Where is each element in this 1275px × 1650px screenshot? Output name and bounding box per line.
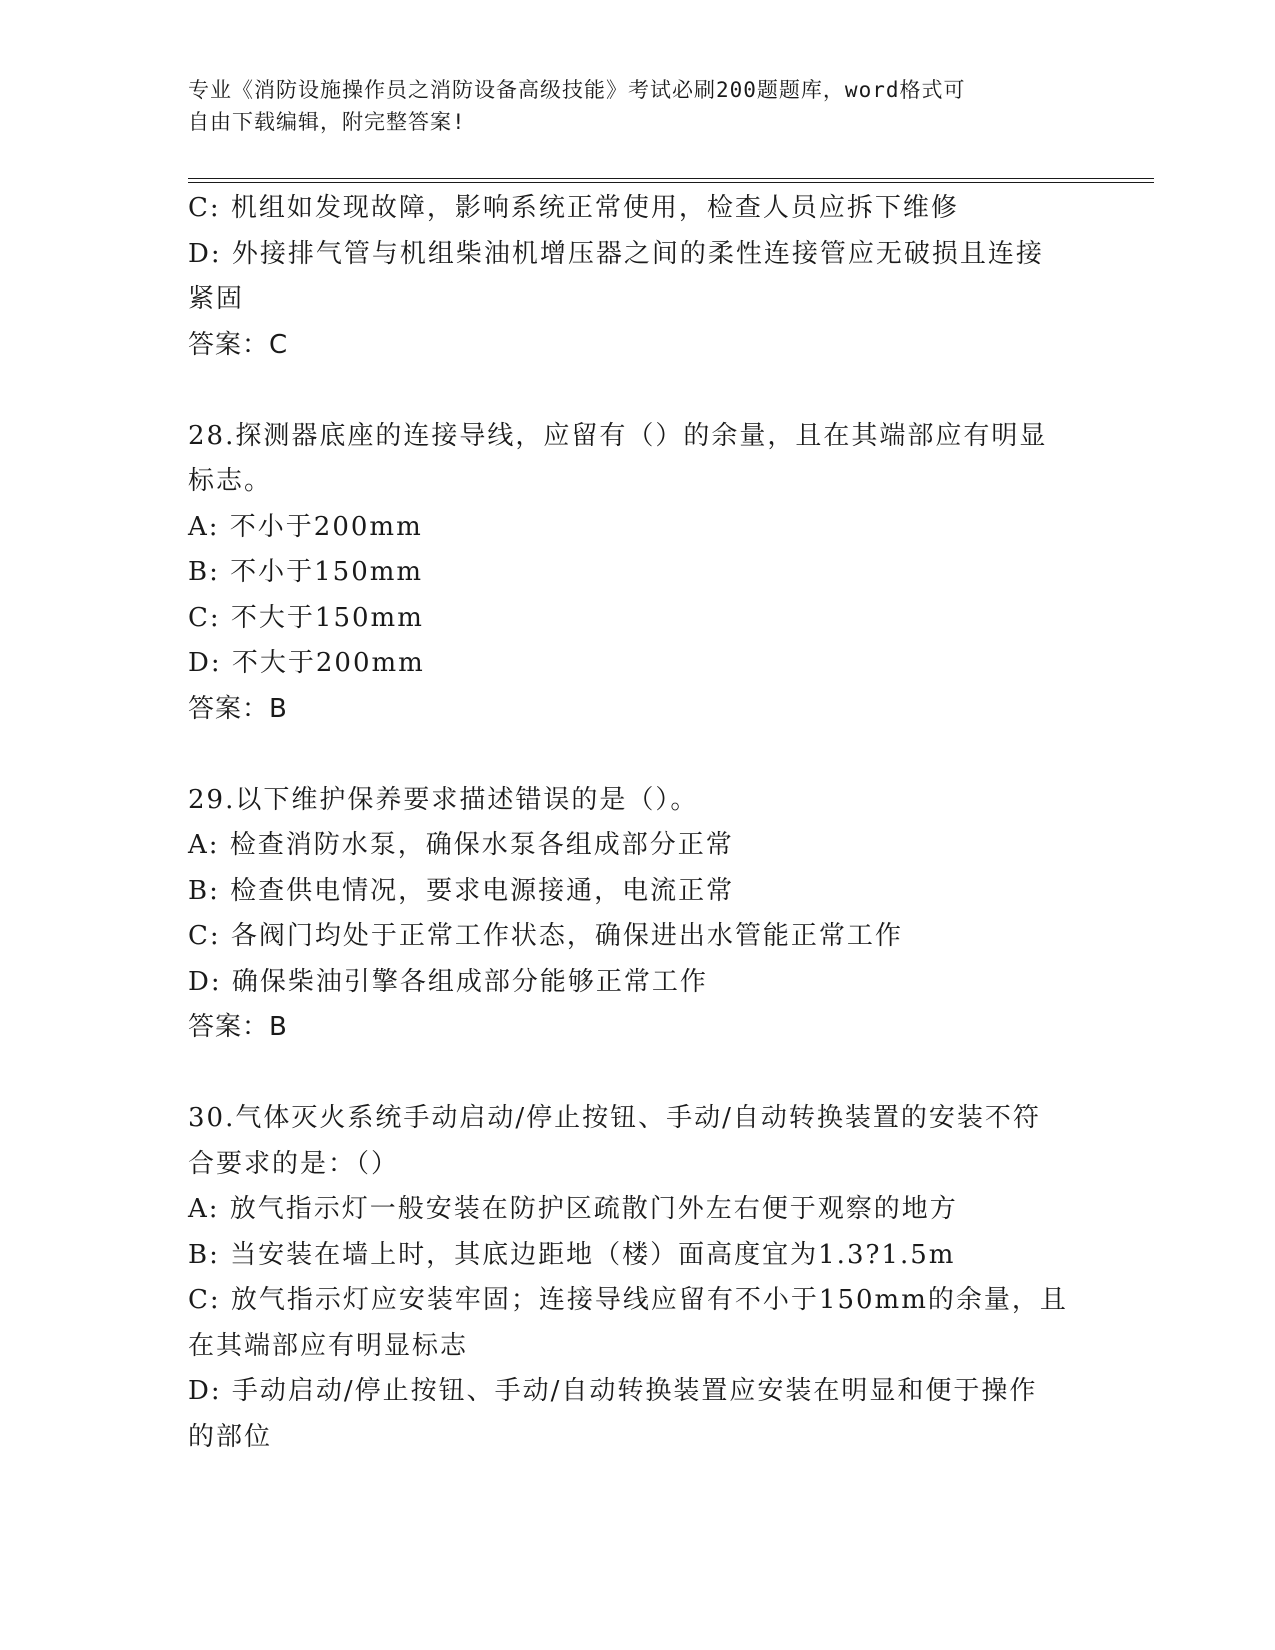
q30-option-b: B: 当安装在墙上时，其底边距地（楼）面高度宜为1.3?1.5m	[188, 1239, 956, 1270]
q28-option-d: D: 不大于200mm	[188, 648, 425, 678]
q28-option-a: A: 不小于200mm	[188, 511, 423, 542]
header-title-line-1: 专业《消防设施操作员之消防设备高级技能》考试必刷200题题库，word格式可	[188, 78, 966, 102]
q30-option-d-line-2: 的部位	[188, 1421, 273, 1452]
q27-option-d-line-1: D: 外接排气管与机组柴油机增压器之间的柔性连接管应无破损且连接	[188, 238, 1044, 269]
q30-option-c-line-1: C: 放气指示灯应安装牢固；连接导线应留有不小于150mm的余量，且	[188, 1285, 1068, 1315]
q30-question-line-2: 合要求的是：（）	[188, 1148, 400, 1179]
q30-question-line-1: 30.气体灭火系统手动启动/停止按钮、手动/自动转换装置的安装不符	[188, 1103, 1041, 1133]
spacer	[188, 732, 1078, 778]
spacer	[188, 368, 1078, 414]
q30-option-d-line-1: D: 手动启动/停止按钮、手动/自动转换装置应安装在明显和便于操作	[188, 1376, 1038, 1406]
spacer	[188, 1051, 1078, 1097]
q29-answer: 答案：B	[188, 1012, 288, 1042]
q30-option-a: A: 放气指示灯一般安装在防护区疏散门外左右便于观察的地方	[188, 1194, 958, 1224]
q27-option-d-line-2: 紧固	[188, 284, 245, 314]
q29-option-b: B: 检查供电情况，要求电源接通，电流正常	[188, 875, 735, 906]
q28-option-b: B: 不小于150mm	[188, 557, 424, 587]
q28-answer: 答案：B	[188, 693, 288, 724]
q28-question-line-2: 标志。	[188, 466, 273, 496]
q29-question: 29.以下维护保养要求描述错误的是（）。	[188, 784, 699, 815]
q28-question-line-1: 28.探测器底座的连接导线，应留有（）的余量，且在其端部应有明显	[188, 420, 1048, 451]
q28-option-c: C: 不大于150mm	[188, 602, 424, 633]
q29-option-a: A: 检查消防水泵，确保水泵各组成部分正常	[188, 830, 734, 860]
page-header	[188, 74, 1088, 138]
header-double-rule	[188, 178, 1154, 183]
q27-answer: 答案：C	[188, 329, 289, 360]
q29-option-c: C: 各阀门均处于正常工作状态，确保进出水管能正常工作	[188, 921, 903, 951]
q27-option-c: C: 机组如发现故障，影响系统正常使用，检查人员应拆下维修	[188, 193, 959, 223]
question-content	[188, 186, 1078, 1460]
q29-option-d: D: 确保柴油引擎各组成部分能够正常工作	[188, 966, 708, 997]
header-title-line-2: 自由下载编辑，附完整答案!	[188, 110, 466, 134]
q30-option-c-line-2: 在其端部应有明显标志	[188, 1330, 469, 1361]
